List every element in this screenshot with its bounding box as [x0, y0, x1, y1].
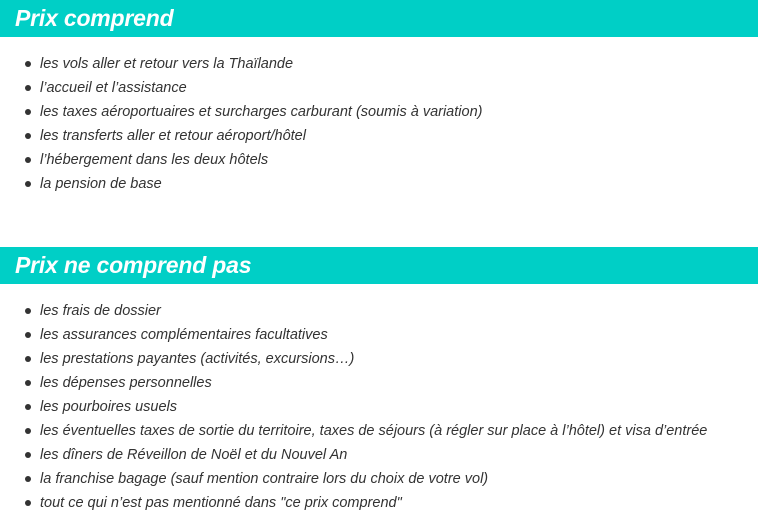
bullet-dot-icon — [25, 133, 31, 139]
list-item — [0, 299, 707, 323]
list-item — [0, 371, 707, 395]
section-title: Prix comprend — [15, 5, 174, 31]
list-item-text: la franchise bagage (sauf mention contraire lors du choix de votre vol) — [40, 471, 489, 487]
bullet-dot-icon — [25, 500, 31, 506]
list-item — [0, 148, 482, 172]
bullet-dot-icon — [25, 61, 31, 67]
list-item — [0, 76, 482, 100]
list-item-text: les dépenses personnelles — [40, 375, 212, 391]
section-header-prix-comprend — [0, 0, 758, 37]
list-item-text: les taxes aéroportuaires et surcharges carburant (soumis à variation) — [40, 104, 483, 120]
list-item — [0, 443, 707, 467]
bullet-dot-icon — [25, 452, 31, 458]
bullet-dot-icon — [25, 181, 31, 187]
list-item-text: les éventuelles taxes de sortie du territoire, taxes de séjours (à régler sur place à l’hôtel) et visa d’entrée — [40, 423, 708, 439]
list-item-text: l’accueil et l’assistance — [40, 80, 187, 96]
bullet-dot-icon — [25, 380, 31, 386]
list-item-text: les transferts aller et retour aéroport/hôtel — [40, 128, 306, 144]
list-item — [0, 395, 707, 419]
list-item — [0, 100, 482, 124]
list-item-text: les prestations payantes (activités, excursions…) — [40, 351, 355, 367]
section-title: Prix ne comprend pas — [15, 252, 252, 278]
list-item — [0, 172, 482, 196]
list-item — [0, 419, 707, 443]
bullet-dot-icon — [25, 109, 31, 115]
bullet-dot-icon — [25, 85, 31, 91]
bullet-dot-icon — [25, 356, 31, 362]
list-item-text: les frais de dossier — [40, 303, 161, 319]
bullet-dot-icon — [25, 428, 31, 434]
list-item — [0, 323, 707, 347]
list-item-text: la pension de base — [40, 176, 162, 192]
bullet-dot-icon — [25, 404, 31, 410]
bullet-dot-icon — [25, 332, 31, 338]
list-item — [0, 347, 707, 371]
list-item — [0, 124, 482, 148]
bullet-dot-icon — [25, 308, 31, 314]
section-header-prix-ne-comprend-pas — [0, 247, 758, 284]
included-list — [0, 52, 482, 196]
bullet-dot-icon — [25, 476, 31, 482]
list-item — [0, 52, 482, 76]
list-item-text: les dîners de Réveillon de Noël et du Nouvel An — [40, 447, 348, 463]
list-item-text: les assurances complémentaires facultatives — [40, 327, 328, 343]
list-item — [0, 467, 707, 491]
bullet-dot-icon — [25, 157, 31, 163]
list-item-text: les vols aller et retour vers la Thaïlande — [40, 56, 294, 72]
excluded-list — [0, 299, 707, 515]
list-item-text: tout ce qui n’est pas mentionné dans "ce prix comprend" — [40, 495, 402, 511]
list-item-text: les pourboires usuels — [40, 399, 178, 415]
list-item — [0, 491, 707, 515]
list-item-text: l’hébergement dans les deux hôtels — [40, 152, 269, 168]
